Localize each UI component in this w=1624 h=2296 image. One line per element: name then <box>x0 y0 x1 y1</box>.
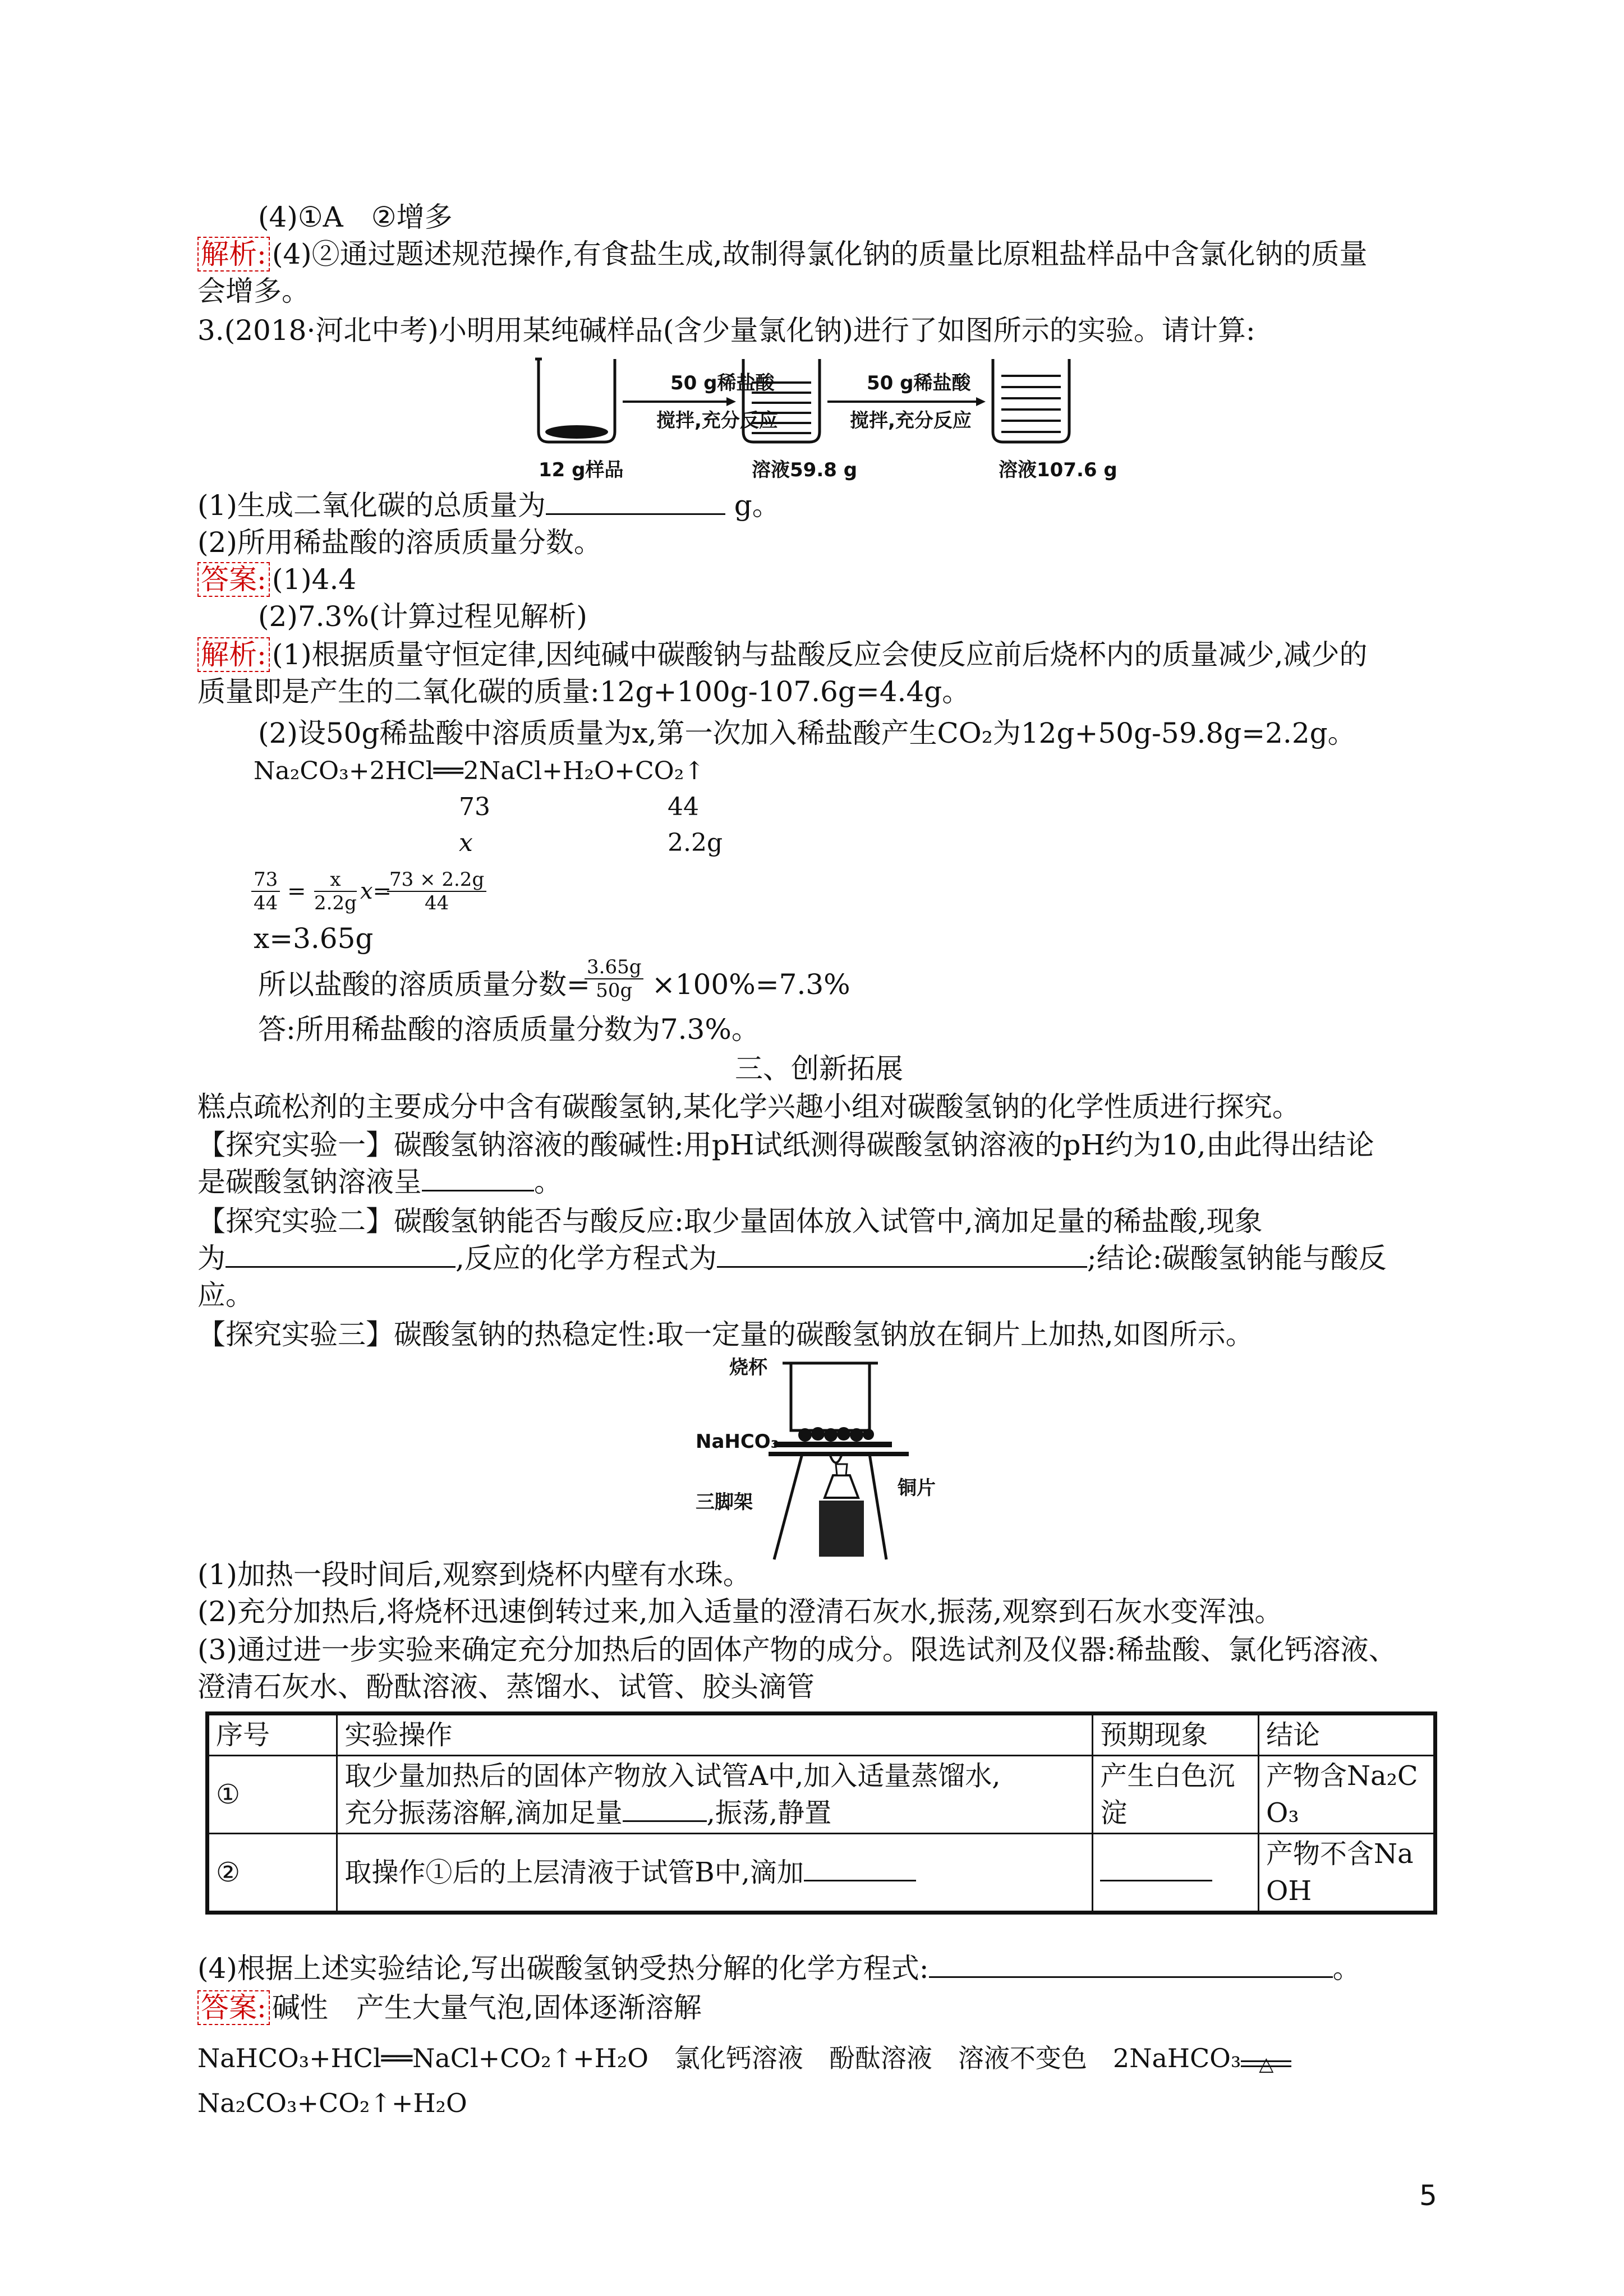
fraction-365-50: $\frac{3.65g}{50g}$ <box>585 956 643 1002</box>
jiexi-tag: 解析: <box>197 237 270 272</box>
x-equals: x= <box>360 878 392 904</box>
row1-number: ① <box>208 1756 337 1834</box>
q2-answer-4: (4)①A ②增多 <box>258 201 453 233</box>
daan-tag: 答案: <box>197 562 270 597</box>
row2-operation: 取操作①后的上层清液于试管B中,滴加 <box>337 1834 1093 1913</box>
q3-explain1: 解析: (1)根据质量守恒定律,因纯碱中碳酸钠与盐酸反应会使反应前后烧杯内的质量减少,减少的 <box>197 636 1367 673</box>
mass-22: 2.2g <box>668 829 723 857</box>
arrow1-bottom-label: 搅拌,充分反应 <box>656 409 778 432</box>
mass-x: x <box>459 829 473 857</box>
step2: (2)充分加热后,将烧杯迅速倒转过来,加入适量的澄清石灰水,振荡,观察到石灰水变浑浊。 <box>197 1595 1283 1628</box>
header-operation: 实验操作 <box>337 1714 1093 1756</box>
row1-phenomenon: 产生白色沉淀 <box>1093 1756 1259 1834</box>
daan-tag: 答案: <box>197 1990 270 2025</box>
exp2-line2: 为 ,反应的化学方程式为 ;结论:碳酸氢钠能与酸反 <box>197 1242 1387 1274</box>
row2-conclusion: 产物不含NaOH <box>1259 1834 1436 1913</box>
row1-operation: 取少量加热后的固体产物放入试管A中,加入适量蒸馏水, 充分振荡溶解,滴加足量 ,振荡,静置 <box>337 1756 1093 1834</box>
jiexi-tag: 解析: <box>197 637 270 672</box>
section-title: 三、创新拓展 <box>735 1052 903 1085</box>
answer-blank[interactable] <box>422 1165 534 1191</box>
step3-line2: 澄清石灰水、酚酞溶液、蒸馏水、试管、胶头滴管 <box>197 1671 815 1703</box>
heating-apparatus-figure <box>757 1346 982 1565</box>
answer-blank[interactable] <box>226 1241 456 1268</box>
heating-condition: △ <box>1241 2066 1291 2067</box>
section3-answer1: 答案: 碱性 产生大量气泡,固体逐渐溶解 <box>197 1989 702 2026</box>
q3-explain2: 质量即是产生的二氧化碳的质量:12g+100g-107.6g=4.4g。 <box>197 675 970 708</box>
q3-sub1: (1)生成二氧化碳的总质量为 g。 <box>197 489 780 522</box>
exp1-line1: 【探究实验一】碳酸氢钠溶液的酸碱性:用pH试纸测得碳酸氢钠溶液的pH约为10,由此得出结论 <box>197 1129 1374 1161</box>
q3-answer2: (2)7.3%(计算过程见解析) <box>258 600 587 633</box>
q3-explain3: (2)设50g稀盐酸中溶质质量为x,第一次加入稀盐酸产生CO₂为12g+50g-59.8g=2.2g。 <box>258 717 1356 749</box>
q3-answer1: 答案: (1)4.4 <box>197 561 356 598</box>
percent-line: 所以盐酸的溶质质量分数= ×100%=7.3% <box>258 968 850 1001</box>
final-answer: 答:所用稀盐酸的溶质质量分数为7.3%。 <box>258 1013 760 1046</box>
arrow2-bottom-label: 搅拌,充分反应 <box>850 409 972 432</box>
arrow1-top-label: 50 g稀盐酸 <box>670 372 775 394</box>
result-x: x=3.65g <box>254 922 374 955</box>
answer-blank[interactable] <box>1100 1855 1212 1881</box>
header-number: 序号 <box>208 1714 337 1756</box>
section3-answer2: NaHCO₃+HCl══NaCl+CO₂↑+H₂O 氯化钙溶液 酚酞溶液 溶液不变色 2NaHCO₃ △ <box>197 2040 1291 2077</box>
fraction-x-22: $\frac{x}{2.2g}$ <box>314 868 357 914</box>
q3-sub2: (2)所用稀盐酸的溶质质量分数。 <box>197 526 602 559</box>
tripod-label: 三脚架 <box>696 1491 753 1513</box>
table-row <box>208 1834 1436 1913</box>
sample-label: 12 g样品 <box>539 459 624 481</box>
chemical-equation: Na₂CO₃+2HCl══2NaCl+H₂O+CO₂↑ <box>254 757 705 785</box>
table-row <box>208 1756 1436 1834</box>
solution2-label: 溶液107.6 g <box>999 459 1117 481</box>
molar-73: 73 <box>459 793 490 821</box>
q2-explain-line2: 会增多。 <box>197 275 310 307</box>
exp2-line3: 应。 <box>197 1279 254 1312</box>
copper-label: 铜片 <box>898 1477 936 1499</box>
section-intro: 糕点疏松剂的主要成分中含有碳酸氢钠,某化学兴趣小组对碳酸氢钠的化学性质进行探究。 <box>197 1091 1300 1123</box>
answer-blank[interactable] <box>623 1796 707 1822</box>
equals-sign: = <box>287 878 306 904</box>
answer-blank[interactable] <box>546 489 725 515</box>
exp2-line1: 【探究实验二】碳酸氢钠能否与酸反应:取少量固体放入试管中,滴加足量的稀盐酸,现象 <box>197 1205 1263 1237</box>
page-number: 5 <box>1419 2179 1437 2212</box>
molar-44: 44 <box>668 793 699 821</box>
beaker-label: 烧杯 <box>729 1356 767 1379</box>
row2-phenomenon <box>1093 1834 1259 1913</box>
answer-blank[interactable] <box>717 1241 1087 1268</box>
q3-stem: 3.(2018·河北中考)小明用某纯碱样品(含少量氯化钠)进行了如图所示的实验。请计算: <box>197 314 1255 347</box>
row2-number: ② <box>208 1834 337 1913</box>
fraction-73-44: $\frac{73}{44}$ <box>251 868 280 914</box>
answer-blank[interactable] <box>804 1855 916 1881</box>
exp3-line: 【探究实验三】碳酸氢钠的热稳定性:取一定量的碳酸氢钠放在铜片上加热,如图所示。 <box>197 1318 1254 1351</box>
exp1-line2: 是碳酸氢钠溶液呈 。 <box>197 1166 562 1198</box>
answer-blank[interactable] <box>929 1952 1333 1978</box>
arrow2-top-label: 50 g稀盐酸 <box>867 372 971 394</box>
nahco3-label: NaHCO₃ <box>696 1430 779 1453</box>
section3-answer3: Na₂CO₃+CO₂↑+H₂O <box>197 2088 467 2118</box>
header-conclusion: 结论 <box>1259 1714 1436 1756</box>
header-phenomenon: 预期现象 <box>1093 1714 1259 1756</box>
step4: (4)根据上述实验结论,写出碳酸氢钠受热分解的化学方程式: 。 <box>197 1952 1361 1985</box>
experiment-table <box>205 1711 1437 1915</box>
row1-conclusion: 产物含Na₂CO₃ <box>1259 1756 1436 1834</box>
q2-explain-line1: 解析: (4)②通过题述规范操作,有食盐生成,故制得氯化钠的质量比原粗盐样品中含氯化钠的质量 <box>197 236 1367 273</box>
solution1-label: 溶液59.8 g <box>752 459 858 481</box>
fraction-calc: $\frac{73 \times 2.2g}{44}$ <box>387 868 486 914</box>
table-header-row <box>208 1714 1436 1756</box>
step3-line1: (3)通过进一步实验来确定充分加热后的固体产物的成分。限选试剂及仪器:稀盐酸、氯化钙溶液、 <box>197 1634 1397 1666</box>
step1: (1)加热一段时间后,观察到烧杯内壁有水珠。 <box>197 1558 751 1591</box>
